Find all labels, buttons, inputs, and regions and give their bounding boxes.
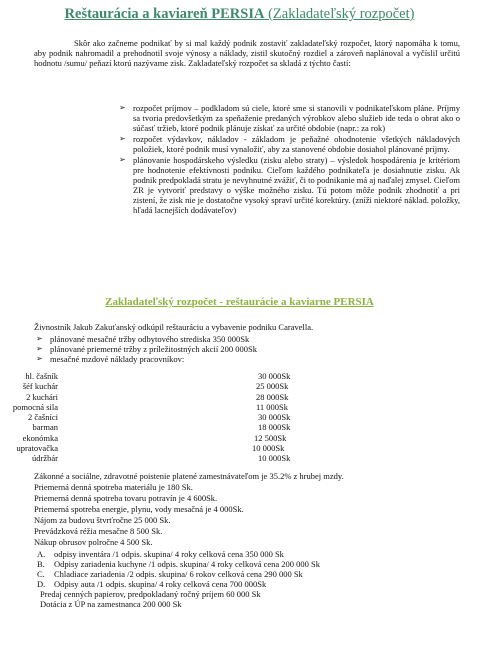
list-item-text: mesačné mzdové náklady pracovníkov: xyxy=(50,354,185,364)
list-item xyxy=(119,103,460,133)
staff-pay: 28 000Sk xyxy=(256,391,289,402)
list-item xyxy=(34,549,320,559)
list-item-text: Predaj cenných papierov, predpokladaný ročný príjem 60 000 Sk xyxy=(40,589,261,599)
staff-pay: 10 000Sk xyxy=(258,453,291,464)
text-line: Prevádzková réžia mesačne 8 500 Sk. xyxy=(34,526,163,536)
staff-role: šéf kuchár xyxy=(22,381,58,392)
owner-line: Živnostník Jakub Zakuťanský odkúpil reštauráciu a vybavenie podniku Caravella. xyxy=(34,322,314,332)
title-paren: (Zakladateľský rozpočet) xyxy=(268,6,415,22)
staff-role: pomocná sila xyxy=(12,401,58,412)
text-line: Priemerná denná spotreba tovaru potravín je 4 600Sk. xyxy=(34,493,218,503)
budget-parts-list xyxy=(119,103,460,216)
section-subtitle: Zakladateľský rozpočet - reštaurácie a kaviarne PERSIA xyxy=(105,296,374,308)
document-title xyxy=(0,6,479,23)
staff-pay: 18 000Sk xyxy=(258,422,291,433)
list-item-text: rozpočet výdavkov, nákladov - základom je peňažné ohodnotenie všetkých nákladových položiek, ktoré podnik musí vynaložiť, aby za stanovené obdobie dosiahol plánované príjmy. xyxy=(133,134,460,154)
arrow-bullet-icon: ➢ xyxy=(119,134,126,143)
text-line: Nákup obrusov polročne 4 500 Sk. xyxy=(34,537,153,547)
staff-pay: 11 000Sk xyxy=(256,401,289,412)
staff-pay: 10 000Sk xyxy=(252,443,285,454)
staff-pay: 30 000Sk xyxy=(258,371,291,381)
arrow-bullet-icon: ➢ xyxy=(119,155,126,164)
list-item-text: Odpisy zariadenia kuchyne /1 odpis. skupina/ 4 roky celková cena 200 000 Sk xyxy=(54,559,321,569)
list-item-text: plánované priemerné tržby z príležitostných akcií 200 000Sk xyxy=(50,344,258,354)
text-line: Nájom za budovu štvrťročne 25 000 Sk. xyxy=(34,515,171,525)
arrow-bullet-icon: ➢ xyxy=(36,354,43,363)
list-item xyxy=(34,579,320,589)
depreciation-list xyxy=(34,549,320,609)
staff-pay: 30 000Sk xyxy=(258,412,291,423)
staff-pay: 25 000Sk xyxy=(256,381,289,392)
staff-role: barman xyxy=(32,422,58,433)
staff-role: upratovačka xyxy=(16,443,58,454)
text-line: Zákonné a sociálne, zdravotné poistenie platené zamestnávateľom je 35.2% z hrubej mzdy. xyxy=(34,471,344,481)
arrow-bullet-icon: ➢ xyxy=(36,334,43,343)
list-item xyxy=(36,334,450,344)
text-line: Priemerná spotreba energie, plynu, vody mesačná je 4 000Sk. xyxy=(34,504,244,514)
plans-list xyxy=(36,334,450,364)
list-letter: C. xyxy=(37,569,45,579)
text-line: Priemerná denná spotreba materiálu je 180 Sk. xyxy=(34,482,193,492)
list-item xyxy=(34,569,320,579)
arrow-bullet-icon: ➢ xyxy=(36,344,43,353)
list-item xyxy=(119,134,460,154)
list-item xyxy=(34,599,320,609)
list-item-text: odpisy inventára /1 odpis. skupina/ 4 roky celková cena 350 000 Sk xyxy=(54,549,284,559)
list-item xyxy=(34,559,320,569)
list-item xyxy=(119,155,460,215)
list-item-text: Chladiace zariadenia /2 odpis. skupina/ 6 rokov celková cena 290 000 Sk xyxy=(54,569,303,579)
list-item-text: Dotácia z ÚP na zamestnanca 200 000 Sk xyxy=(40,599,182,609)
staff-role: 2 čašníci xyxy=(28,412,58,423)
staff-role: hl. čašník xyxy=(25,371,58,381)
title-main: Reštaurácia a kaviareň PERSIA xyxy=(64,6,265,22)
staff-pay: 12 500Sk xyxy=(254,432,287,443)
staff-role: údržbár xyxy=(32,453,58,464)
staff-role: 2 kuchári xyxy=(26,391,58,402)
intro-paragraph: Skôr ako začneme podnikať by si mal každý podnik zostaviť zakladateľský rozpočet, ktorý napomáha k tomu, aby podnik nahromadil a prehodnotil svoje výnosy a náklady, zistil skutočný rozdiel a zároveň naplánoval a vyčíslil určitú hodnotu /sumu/ peňazí ktorú nazývame zisk. Zakladateľský rozpočet sa skladá z týchto častí: xyxy=(34,38,460,68)
list-item xyxy=(36,344,450,354)
list-item-text: rozpočet príjmov – podkladom sú ciele, ktoré sme si stanovili v podnikateľskom pláne. Príjmy sa tvoria predovšetkým za speňaženie predaných výrobkov alebo služieb ide teda o obrat ako o súčasť tržieb, ktoré podnik plánuje získať za určité obdobie (napr.: za rok) xyxy=(133,103,460,133)
list-item-text: plánované mesačné tržby odbytového strediska 350 000Sk xyxy=(50,334,250,344)
staff-role: ekonómka xyxy=(22,432,58,443)
list-item xyxy=(34,589,320,599)
list-letter: B. xyxy=(37,559,45,569)
list-letter: D. xyxy=(37,579,46,589)
list-item xyxy=(36,354,450,364)
list-item-text: plánovanie hospodárskeho výsledku (zisku alebo straty) – výsledok hospodárenia je kritériom pre hodnotenie efektívnosti podniku. Cieľom každého podnikateľa je dosiahnutie zisku. Ak podnik predpokladá stratu je nevyhnutné zvážiť, či to podnikanie má aj naďalej zmysel. Cieľom ZR je vytvoriť predstavy o výške možného zisku. Tú potom môže podnik zhodnotiť a pri zistení, že zisk nie je dostatočne vysoký spraví určité korektúry. (zníži niektoré náklad. položky, hľadá lacnejších dodávateľov) xyxy=(133,155,460,215)
arrow-bullet-icon: ➢ xyxy=(119,103,126,112)
list-letter: A. xyxy=(37,549,46,559)
list-item-text: Odpisy auta /1 odpis. skupina/ 4 roky celková cena 700 000Sk xyxy=(54,579,267,589)
